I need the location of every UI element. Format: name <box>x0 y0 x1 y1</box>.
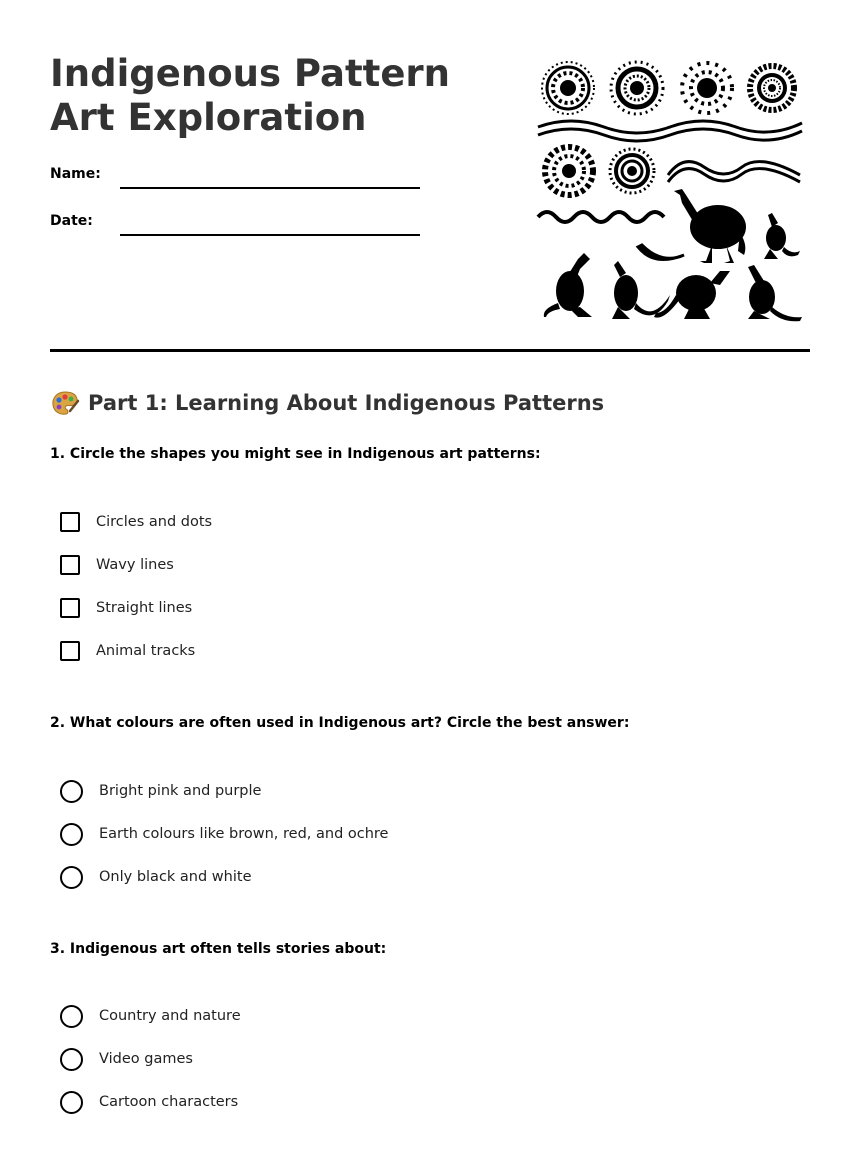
wavy-line-icon <box>538 212 664 222</box>
date-label: Date: <box>50 213 93 229</box>
dot-circle-icon <box>610 149 654 193</box>
dot-circle-icon <box>611 62 663 114</box>
indigenous-art-illustration <box>534 55 806 325</box>
artist-palette-icon <box>50 389 80 417</box>
option-label: Animal tracks <box>96 643 196 659</box>
checkbox[interactable] <box>60 598 80 618</box>
sun-burst-icon <box>750 66 794 110</box>
checkbox[interactable] <box>60 555 80 575</box>
worksheet-title: Indigenous Pattern Art Exploration <box>50 52 451 139</box>
dot-circle-icon <box>542 62 594 114</box>
emu-icon <box>674 189 746 263</box>
radio-option[interactable] <box>60 779 261 803</box>
option-label: Video games <box>99 1051 193 1067</box>
option-label: Straight lines <box>96 600 193 616</box>
radio-option[interactable] <box>60 1047 193 1071</box>
radio-button[interactable] <box>60 823 83 846</box>
question-2: 2. What colours are often used in Indigenous art? Circle the best answer: <box>50 715 630 731</box>
wavy-line-icon <box>668 162 800 182</box>
dot-circle-icon <box>545 147 593 195</box>
date-line[interactable] <box>120 234 420 236</box>
radio-button[interactable] <box>60 780 83 803</box>
kangaroo-icon <box>612 261 670 319</box>
radio-button[interactable] <box>60 1005 83 1028</box>
option-label: Circles and dots <box>96 514 213 530</box>
option-label: Country and nature <box>99 1008 241 1024</box>
kangaroo-icon <box>654 271 730 319</box>
checkbox[interactable] <box>60 512 80 532</box>
name-line[interactable] <box>120 187 420 189</box>
question-3: 3. Indigenous art often tells stories about: <box>50 941 387 957</box>
checkbox-option[interactable] <box>60 510 212 534</box>
radio-option[interactable] <box>60 865 252 889</box>
checkbox-option[interactable] <box>60 553 174 577</box>
checkbox-option[interactable] <box>60 596 192 620</box>
section-title <box>50 389 604 417</box>
radio-option[interactable] <box>60 1004 241 1028</box>
radio-button[interactable] <box>60 1091 83 1114</box>
section-title-text: Part 1: Learning About Indigenous Patterns <box>88 391 605 415</box>
question-1: 1. Circle the shapes you might see in Indigenous art patterns: <box>50 446 541 462</box>
kangaroo-icon <box>764 213 800 259</box>
kangaroo-icon <box>748 265 802 321</box>
boomerang-icon <box>638 245 684 260</box>
kangaroo-icon <box>544 253 592 317</box>
radio-option[interactable] <box>60 822 388 846</box>
option-label: Bright pink and purple <box>99 783 262 799</box>
dot-circle-icon <box>682 63 732 113</box>
option-label: Earth colours like brown, red, and ochre <box>99 826 389 842</box>
radio-option[interactable] <box>60 1090 238 1114</box>
header-divider <box>50 349 810 352</box>
name-label: Name: <box>50 166 101 182</box>
option-label: Only black and white <box>99 869 252 885</box>
radio-button[interactable] <box>60 866 83 889</box>
option-label: Wavy lines <box>96 557 174 573</box>
radio-button[interactable] <box>60 1048 83 1071</box>
checkbox-option[interactable] <box>60 639 195 663</box>
option-label: Cartoon characters <box>99 1094 239 1110</box>
wavy-line-icon <box>538 121 802 141</box>
checkbox[interactable] <box>60 641 80 661</box>
